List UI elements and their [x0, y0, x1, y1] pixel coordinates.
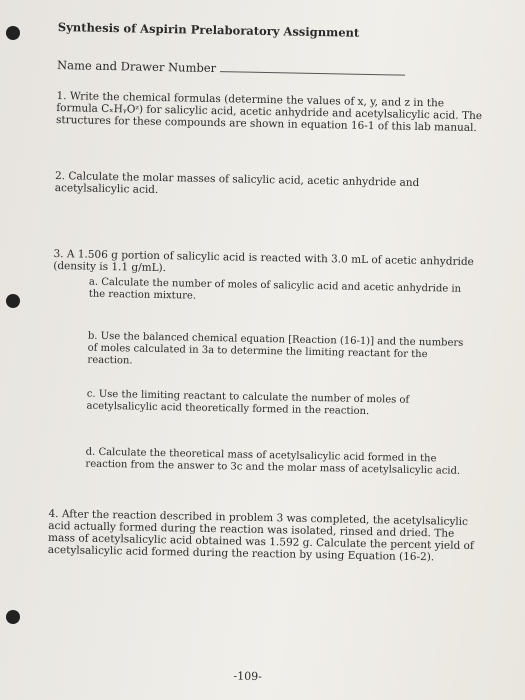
name-answer-line: [220, 63, 405, 76]
binder-hole-top: [6, 26, 20, 40]
question-3c-label: c.: [86, 388, 96, 400]
question-3c-text: Use the limiting reactant to calculate the number of moles of acetylsalicylic acid theoretically formed in the reaction.: [86, 388, 410, 418]
question-4-text: After the reaction described in problem 3 was completed, the acetylsalicylic acid actually formed during the reaction was isolated, rinsed and dried. The mass of acetylsalicylic acid obtained was 1.592 g. Calculate the percent yield of acetylsalicylic acid formed during the reaction by using Equation (16-2).: [47, 508, 474, 564]
question-4: [48, 508, 481, 564]
question-3-text: A 1.506 g portion of salicylic acid is reacted with 3.0 mL of acetic anhydride (density is 1.1 g/mL).: [53, 248, 474, 275]
question-3a-text: Calculate the number of moles of salicylic acid and acetic anhydride in the reaction mixture.: [88, 276, 462, 302]
question-3d-label: d.: [85, 446, 96, 458]
question-3a: [89, 277, 474, 308]
question-3a-label: a.: [88, 276, 99, 288]
binder-hole-bottom: [6, 610, 20, 624]
question-3b-text: Use the balanced chemical equation [Reaction (16-1)] and the numbers of moles calculated in 3a to determine the limiting reactant for the reaction.: [87, 330, 464, 367]
question-3d: [85, 447, 470, 478]
question-3d-text: Calculate the theoretical mass of acetylsalicylic acid formed in the reaction from the answer to 3c and the molar mass of acetylsalicylic acid.: [85, 446, 461, 477]
question-3c: [86, 389, 471, 420]
question-4-number: 4.: [48, 507, 59, 521]
question-2: [55, 170, 487, 202]
question-3-number: 3.: [53, 247, 64, 261]
question-1: [56, 90, 489, 134]
question-1-text: Write the chemical formulas (determine the values of x, y, and z in the formula CₓHᵧOᶻ) for salicylic acid, acetic anhydride and acetylsalicylic acid. The structures for these compounds are shown in equation 16-1 of this lab manual.: [55, 90, 483, 135]
name-drawer-row: [57, 58, 405, 79]
page-number: -109-: [233, 669, 262, 684]
question-2-text: Calculate the molar masses of salicylic acid, acetic anhydride and acetylsalicylic acid.: [54, 170, 420, 196]
name-label: Name and Drawer Number: [57, 57, 217, 76]
question-3: [53, 248, 485, 280]
question-1-number: 1.: [56, 89, 67, 103]
question-3b: [87, 331, 473, 374]
question-2-number: 2.: [54, 169, 66, 183]
question-3b-label: b.: [87, 330, 98, 342]
page-title: Synthesis of Aspirin Prelaboratory Assignment: [57, 20, 360, 40]
assignment-content: [45, 20, 498, 688]
binder-hole-middle: [6, 294, 20, 308]
